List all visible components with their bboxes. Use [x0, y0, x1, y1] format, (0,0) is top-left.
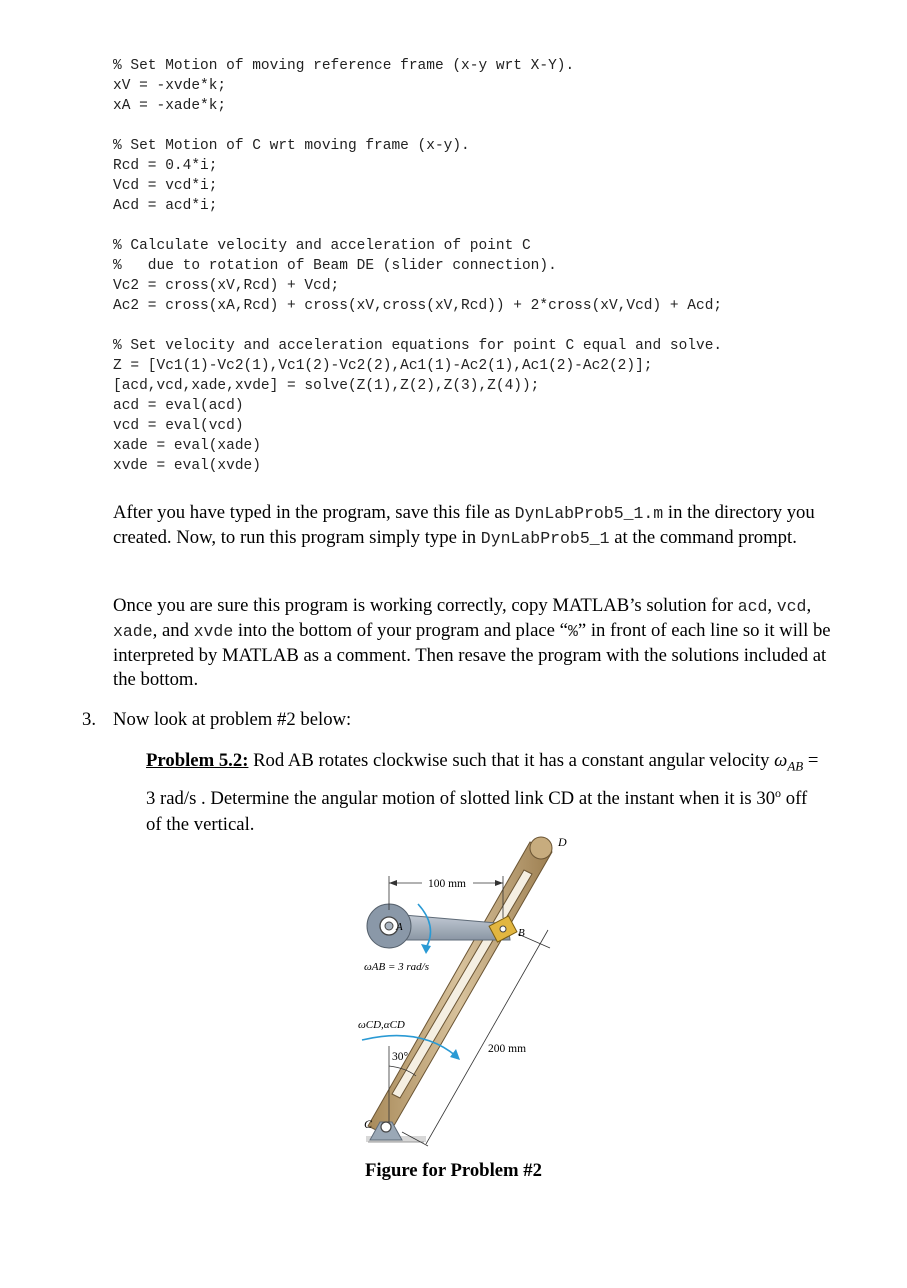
label-d: D — [558, 835, 567, 849]
problem-title: Problem 5.2: — [146, 750, 249, 771]
code-line — [113, 116, 722, 136]
omega-cd-label: ωCD,αCD — [358, 1019, 405, 1031]
svg-text:100 mm: 100 mm — [427, 878, 467, 890]
omega-ab-label: ωAB = 3 rad/s — [364, 961, 429, 973]
svg-text:30°: 30° — [392, 1051, 409, 1063]
code-line: Ac2 = cross(xA,Rcd) + cross(xV,cross(xV,Rcd)) + 2*cross(xV,Vcd) + Acd; — [113, 298, 723, 314]
code-line: xvde = eval(xvde) — [113, 458, 261, 474]
copy-solution-paragraph: Once you are sure this program is working correctly, copy MATLAB’s solution for acd, vcd, xade, and xvde into the bottom of your program and place “%” in front of each line so it will be interpreted by MATLAB as a comment. Then resave the program with the solutions included at the bottom. — [113, 595, 831, 690]
code-line — [113, 316, 722, 336]
code-listing — [113, 56, 722, 476]
code-line: xA = -xade*k; — [113, 98, 227, 114]
code-line: Rcd = 0.4*i; — [113, 158, 218, 174]
code-line: xade = eval(xade) — [113, 438, 261, 454]
problem-statement: Problem 5.2: Rod AB rotates clockwise such that it has a constant angular velocity $\omega_{AB} = 3$ rad/s . Determine the angular motion of slotted link CD at the instant when it is 30$^o$ off of the vertical. — [146, 750, 819, 835]
label-a: A — [396, 921, 403, 933]
filename: DynLabProb5_1 — [480, 529, 610, 548]
code-line: Z = [Vc1(1)-Vc2(1),Vc1(2)-Vc2(2),Ac1(1)-Ac2(1),Ac1(2)-Ac2(2)]; — [113, 358, 653, 374]
code-line: % due to rotation of Beam DE (slider connection). — [113, 258, 557, 274]
code-line: [acd,vcd,xade,xvde] = solve(Z(1),Z(2),Z(3),Z(4)); — [113, 378, 540, 394]
code-line: xV = -xvde*k; — [113, 78, 227, 94]
save-instructions-paragraph: After you have typed in the program, save this file as DynLabProb5_1.m in the directory you created. Now, to run this program simply type in DynLabProb5_1 at the command prompt. — [113, 502, 815, 548]
label-c: C — [364, 1117, 373, 1131]
filename-m: DynLabProb5_1.m — [514, 504, 664, 523]
code-line: % Set Motion of moving reference frame (x-y wrt X-Y). — [113, 58, 575, 74]
list-item-3 — [82, 708, 351, 732]
figure-caption: Figure for Problem #2 — [365, 1160, 542, 1181]
label-b: B — [518, 927, 525, 939]
var-xade: xade — [113, 622, 153, 641]
omega-symbol: ω — [774, 750, 788, 771]
code-line: acd = eval(acd) — [113, 398, 244, 414]
var-xvde: xvde — [193, 622, 234, 641]
code-line: vcd = eval(vcd) — [113, 418, 244, 434]
code-line: % Set Motion of C wrt moving frame (x-y). — [113, 138, 470, 154]
code-line: Vcd = vcd*i; — [113, 178, 218, 194]
item-text: Now look at problem #2 below: — [113, 709, 352, 730]
item-number: 3. — [82, 709, 97, 730]
percent-symbol: % — [567, 622, 578, 641]
code-line — [113, 216, 722, 236]
var-vcd: vcd — [776, 597, 807, 616]
code-line: % Calculate velocity and acceleration of point C — [113, 238, 531, 254]
code-line: % Set velocity and acceleration equations for point C equal and solve. — [113, 338, 723, 354]
svg-text:200 mm: 200 mm — [488, 1043, 527, 1055]
mechanism-figure — [340, 830, 600, 1150]
var-acd: acd — [737, 597, 768, 616]
code-line: Vc2 = cross(xV,Rcd) + Vcd; — [113, 278, 340, 294]
code-line: Acd = acd*i; — [113, 198, 218, 214]
